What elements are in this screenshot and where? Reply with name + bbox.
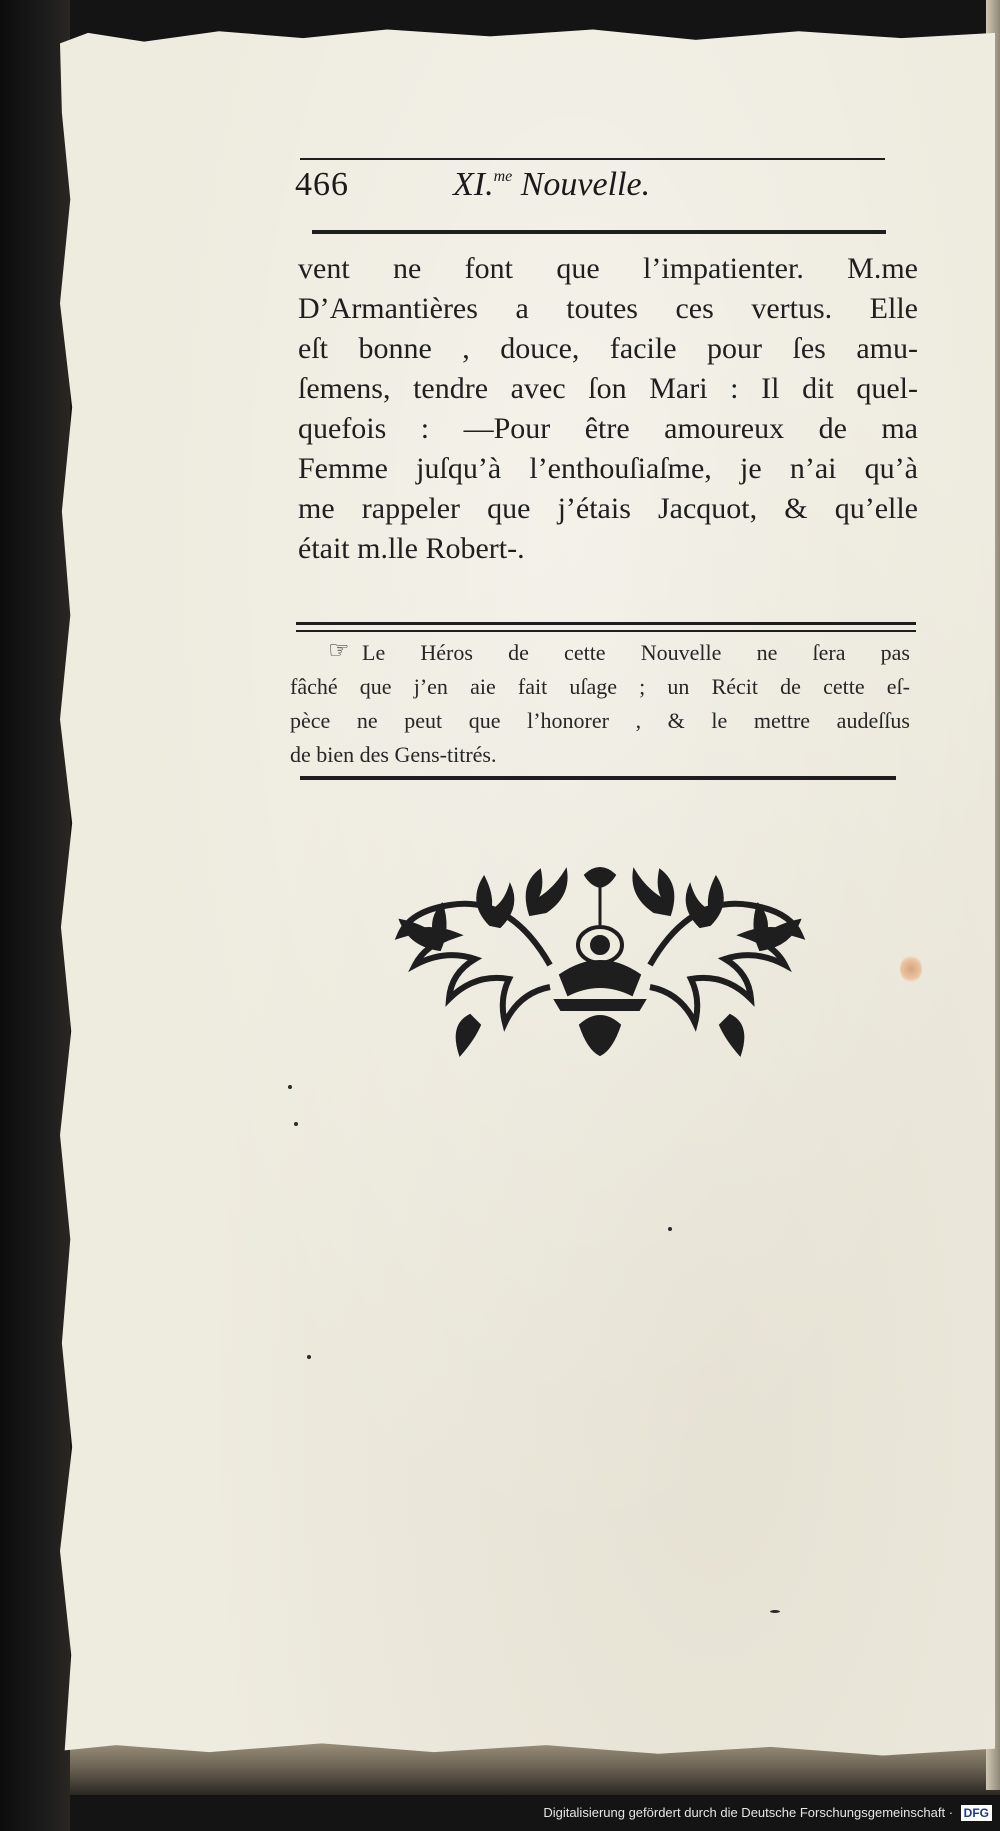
digitization-credit [543,1805,992,1825]
dfg-logo-badge: DFG [961,1805,992,1821]
body-line: quefois : —Pour être amoureux de ma [298,412,918,445]
body-line: me rappeler que j’étais Jacquot, & qu’elle [298,492,918,525]
footnote-top-rule [296,622,916,625]
body-line: ſemens, tendre avec ſon Mari : Il dit quel- [298,372,918,405]
pointing-hand-icon: ☞ [328,638,350,664]
footnote-line: fâché que j’en aie fait uſage ; un Récit de cette eſ- [290,674,910,699]
paper-speck [294,1122,298,1126]
body-line: était m.lle Robert-. [298,532,525,565]
credit-text: Digitalisierung gefördert durch die Deutsche Forschungsgemeinschaft · [543,1805,954,1820]
chapter-ordinal-sup: me [493,168,513,185]
footnote-line: pèce ne peut que l’honorer , & le mettre audeſſus [290,708,910,733]
body-line: vent ne font que l’impatienter. M.me [298,252,918,285]
running-head [295,166,755,216]
chapter-title [453,166,650,204]
paper-speck [288,1085,292,1089]
paper-speck [307,1355,311,1359]
paper-stain [900,955,922,983]
chapter-roman-numeral: XI. [453,166,494,203]
header-top-rule [300,158,885,160]
chapter-word: Nouvelle. [520,166,651,203]
footnote-bottom-rule [300,776,896,780]
scanner-left-shadow [0,0,70,1831]
page-number: 466 [295,166,349,203]
footnote-line: de bien des Gens-titrés. [290,742,497,767]
paper-speck [770,1610,780,1613]
body-line: D’Armantières a toutes ces vertus. Elle [298,292,918,325]
body-line: Femme juſqu’à l’enthouſiaſme, je n’ai qu’à [298,452,918,485]
fleuron-ornament-icon [380,855,820,1075]
header-bottom-rule [312,230,886,234]
body-line: eſt bonne , douce, facile pour ſes amu- [298,332,918,365]
footnote-line: Le Héros de cette Nouvelle ne ſera pas [362,640,910,665]
paper-speck [668,1227,672,1231]
footnote-top-rule-thin [296,630,916,632]
